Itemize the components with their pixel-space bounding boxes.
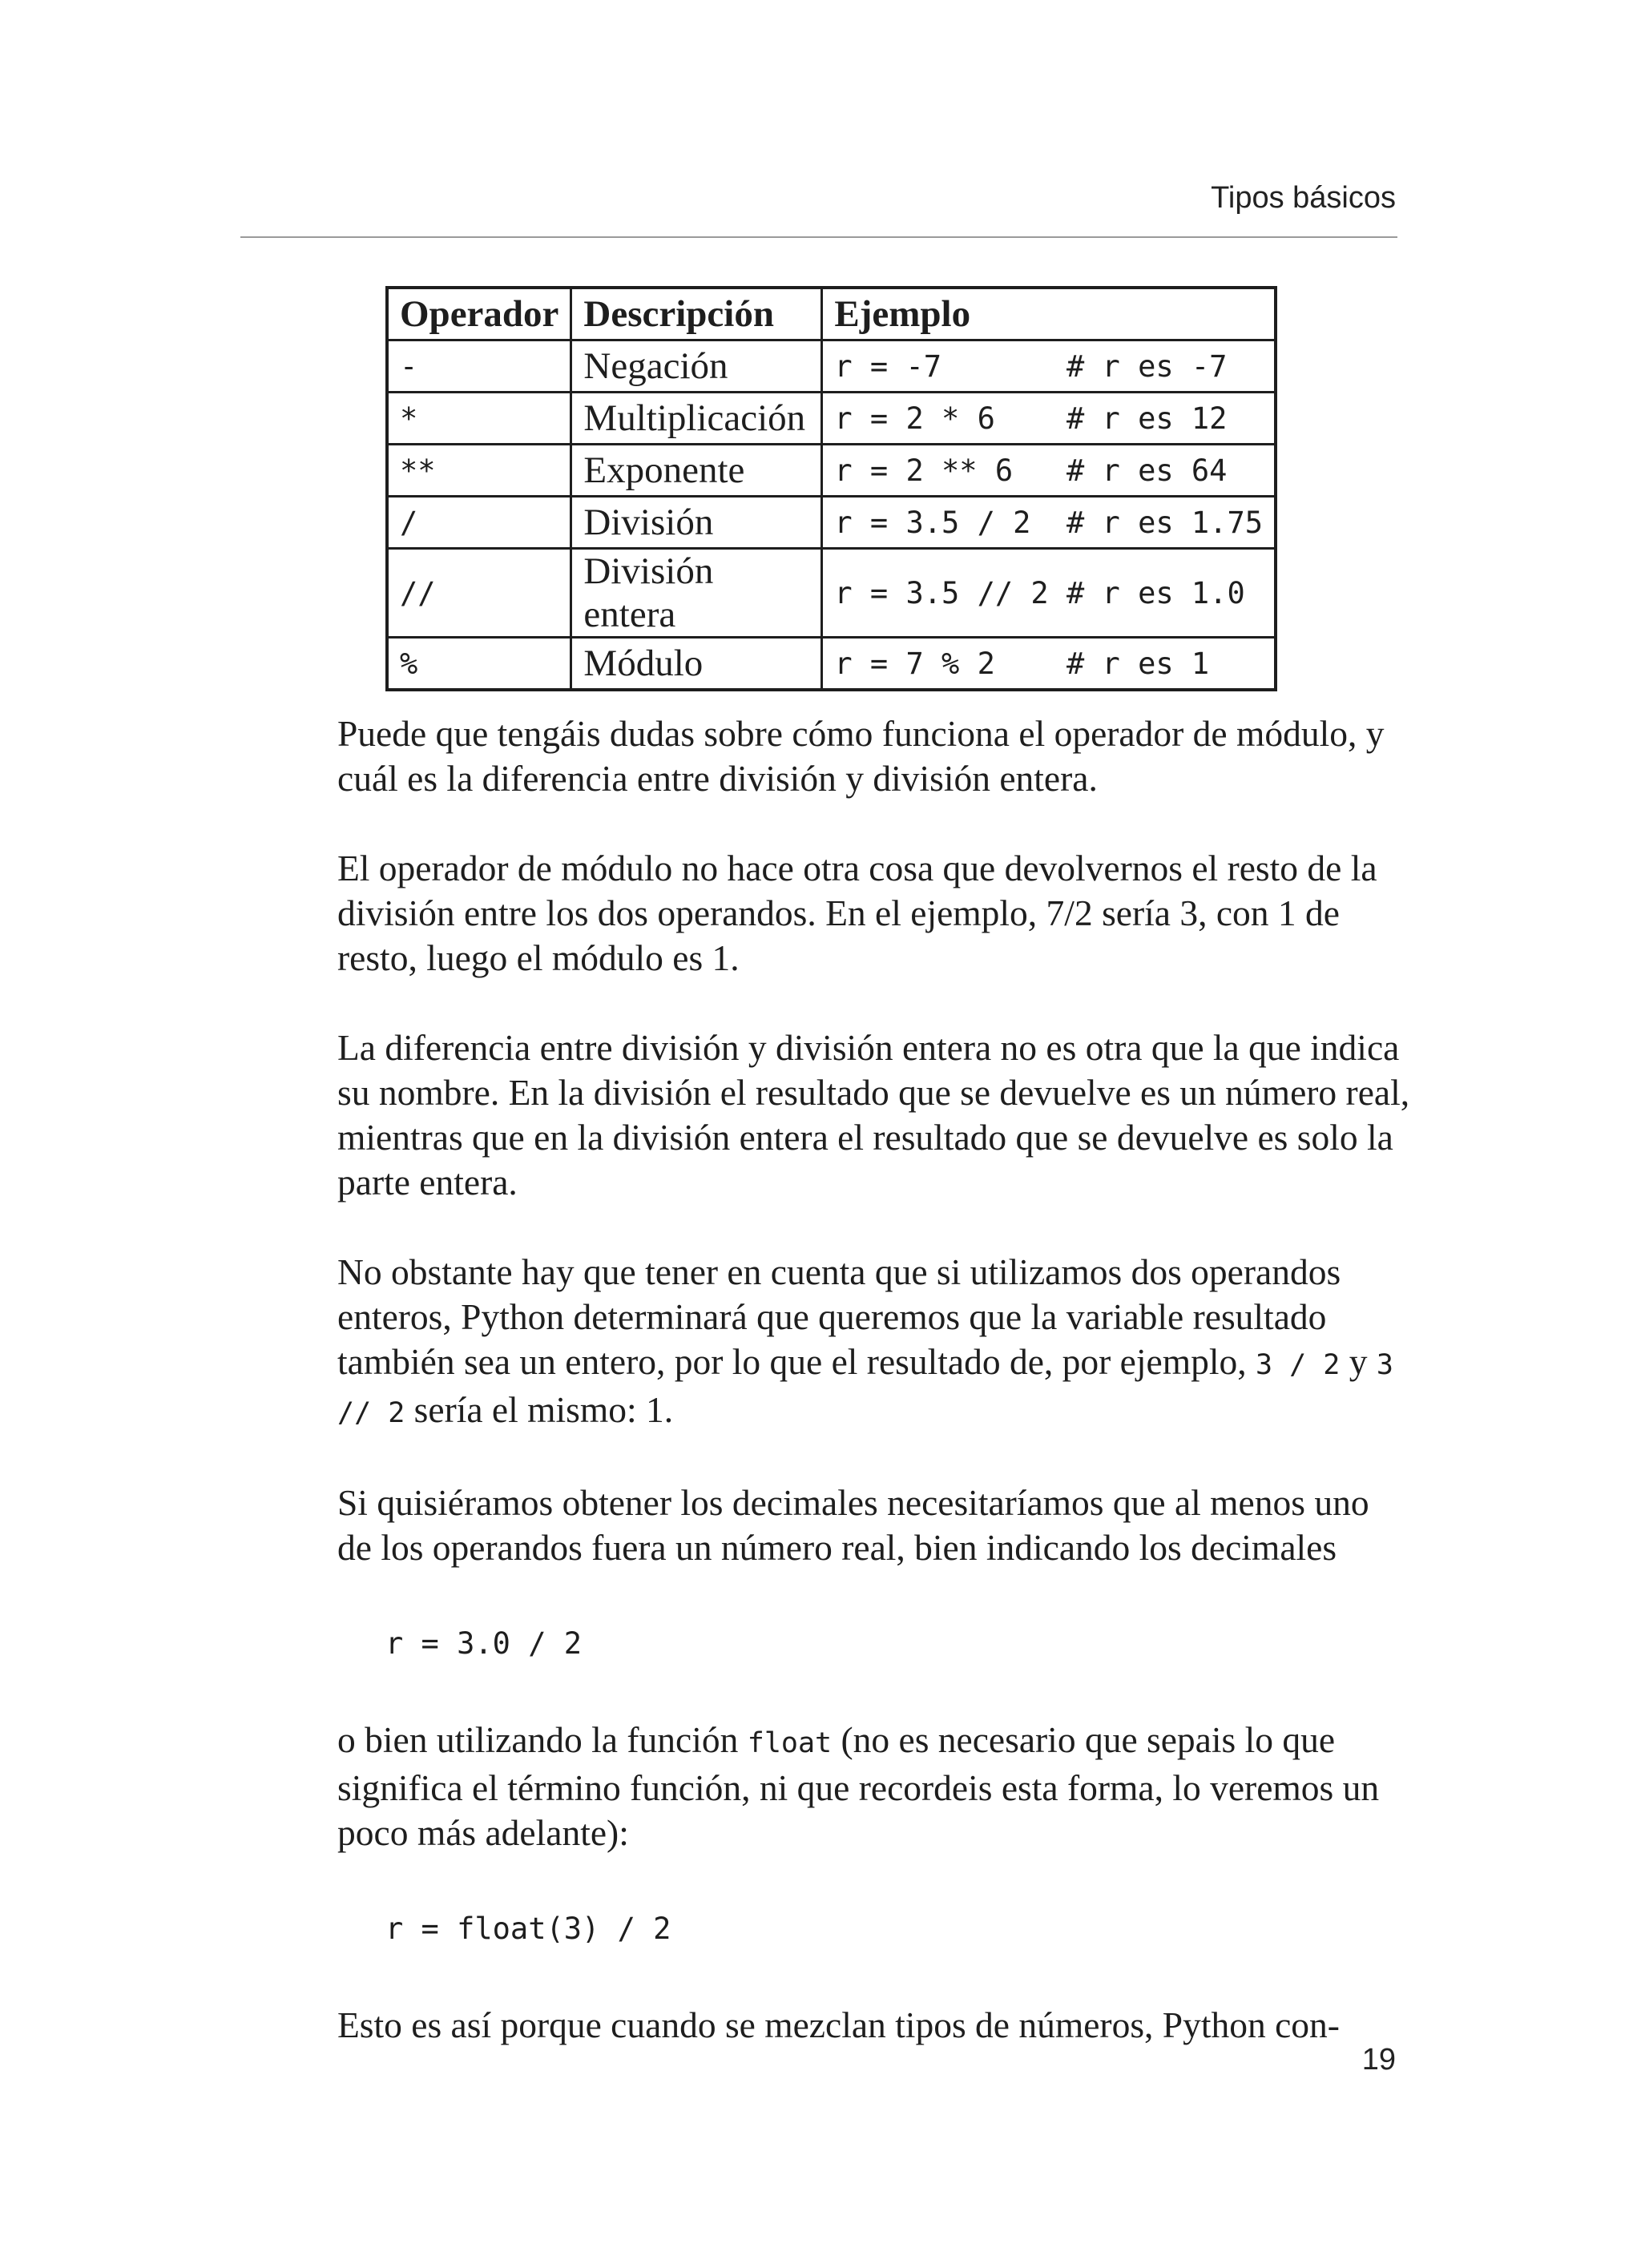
description-cell: Negación [571, 340, 822, 393]
table-row [387, 340, 1276, 393]
example-cell: r = 3.5 / 2 # r es 1.75 [822, 497, 1276, 549]
operator-cell: // [387, 549, 571, 638]
inline-code: float [747, 1727, 833, 1759]
table-row [387, 497, 1276, 549]
table-header-row [387, 288, 1276, 340]
table-row [387, 638, 1276, 691]
body-text [337, 711, 1411, 2093]
table-row [387, 393, 1276, 445]
paragraph-text: (no es necesario que sepais lo que significa el término función, ni que recordeis esta forma, lo veremos un poco más adelante): [337, 1719, 1380, 1853]
paragraph [337, 1250, 1411, 1436]
example-cell: r = 2 ** 6 # r es 64 [822, 445, 1276, 497]
code-block: r = float(3) / 2 [385, 1911, 671, 1946]
table-row [387, 549, 1276, 638]
code-block: r = 3.0 / 2 [385, 1626, 583, 1661]
example-cell: r = 3.5 // 2 # r es 1.0 [822, 549, 1276, 638]
description-cell: Multiplicación [571, 393, 822, 445]
paragraph: Si quisiéramos obtener los decimales necesitaríamos que al menos uno de los operandos fuera un número real, bien indicando los decimales [337, 1482, 1369, 1568]
example-cell: r = 2 * 6 # r es 12 [822, 393, 1276, 445]
paragraph [337, 1718, 1411, 1855]
page-number: 19 [1361, 2043, 1396, 2077]
running-header-title: Tipos básicos [1211, 181, 1396, 215]
paragraph-text: y [1349, 1341, 1368, 1382]
paragraph-text: No obstante hay que tener en cuenta que si utilizamos dos operandos enteros, Python determinará que queremos que la variable resultado también sea un entero, por lo que el resultado de, por ejemplo, [337, 1251, 1341, 1382]
paragraph: La diferencia entre división y división entera no es otra que la que indica su nombre. En la división el resultado que se devuelve es un número real, mientras que en la división entera el resultado que se devuelve es solo la parte entera. [337, 1027, 1410, 1202]
paragraph-text: sería el mismo: 1. [413, 1389, 674, 1430]
paragraph-text: o bien utilizando la función [337, 1719, 739, 1760]
description-cell: Módulo [571, 638, 822, 691]
description-cell: División [571, 497, 822, 549]
description-cell: División entera [571, 549, 822, 638]
operators-table [385, 286, 1277, 691]
inline-code: 3 / 2 [1256, 1349, 1341, 1381]
paragraph: Puede que tengáis dudas sobre cómo funciona el operador de módulo, y cuál es la diferencia entre división y división entera. [337, 713, 1385, 799]
column-header-description: Descripción [571, 288, 822, 340]
paragraph: El operador de módulo no hace otra cosa que devolvernos el resto de la división entre los dos operandos. En el ejemplo, 7/2 sería 3, con 1 de resto, luego el módulo es 1. [337, 848, 1377, 978]
operator-cell: / [387, 497, 571, 549]
operator-cell: % [387, 638, 571, 691]
header-rule [240, 236, 1397, 238]
description-cell: Exponente [571, 445, 822, 497]
operator-cell: ** [387, 445, 571, 497]
example-cell: r = -7 # r es -7 [822, 340, 1276, 393]
operator-cell: * [387, 393, 571, 445]
example-cell: r = 7 % 2 # r es 1 [822, 638, 1276, 691]
inline-code: 3 // 2 [337, 1349, 1393, 1429]
column-header-example: Ejemplo [822, 288, 1276, 340]
column-header-operator: Operador [387, 288, 571, 340]
paragraph: Esto es así porque cuando se mezclan tipos de números, Python con- [337, 2004, 1340, 2045]
table-row [387, 445, 1276, 497]
operator-cell: - [387, 340, 571, 393]
